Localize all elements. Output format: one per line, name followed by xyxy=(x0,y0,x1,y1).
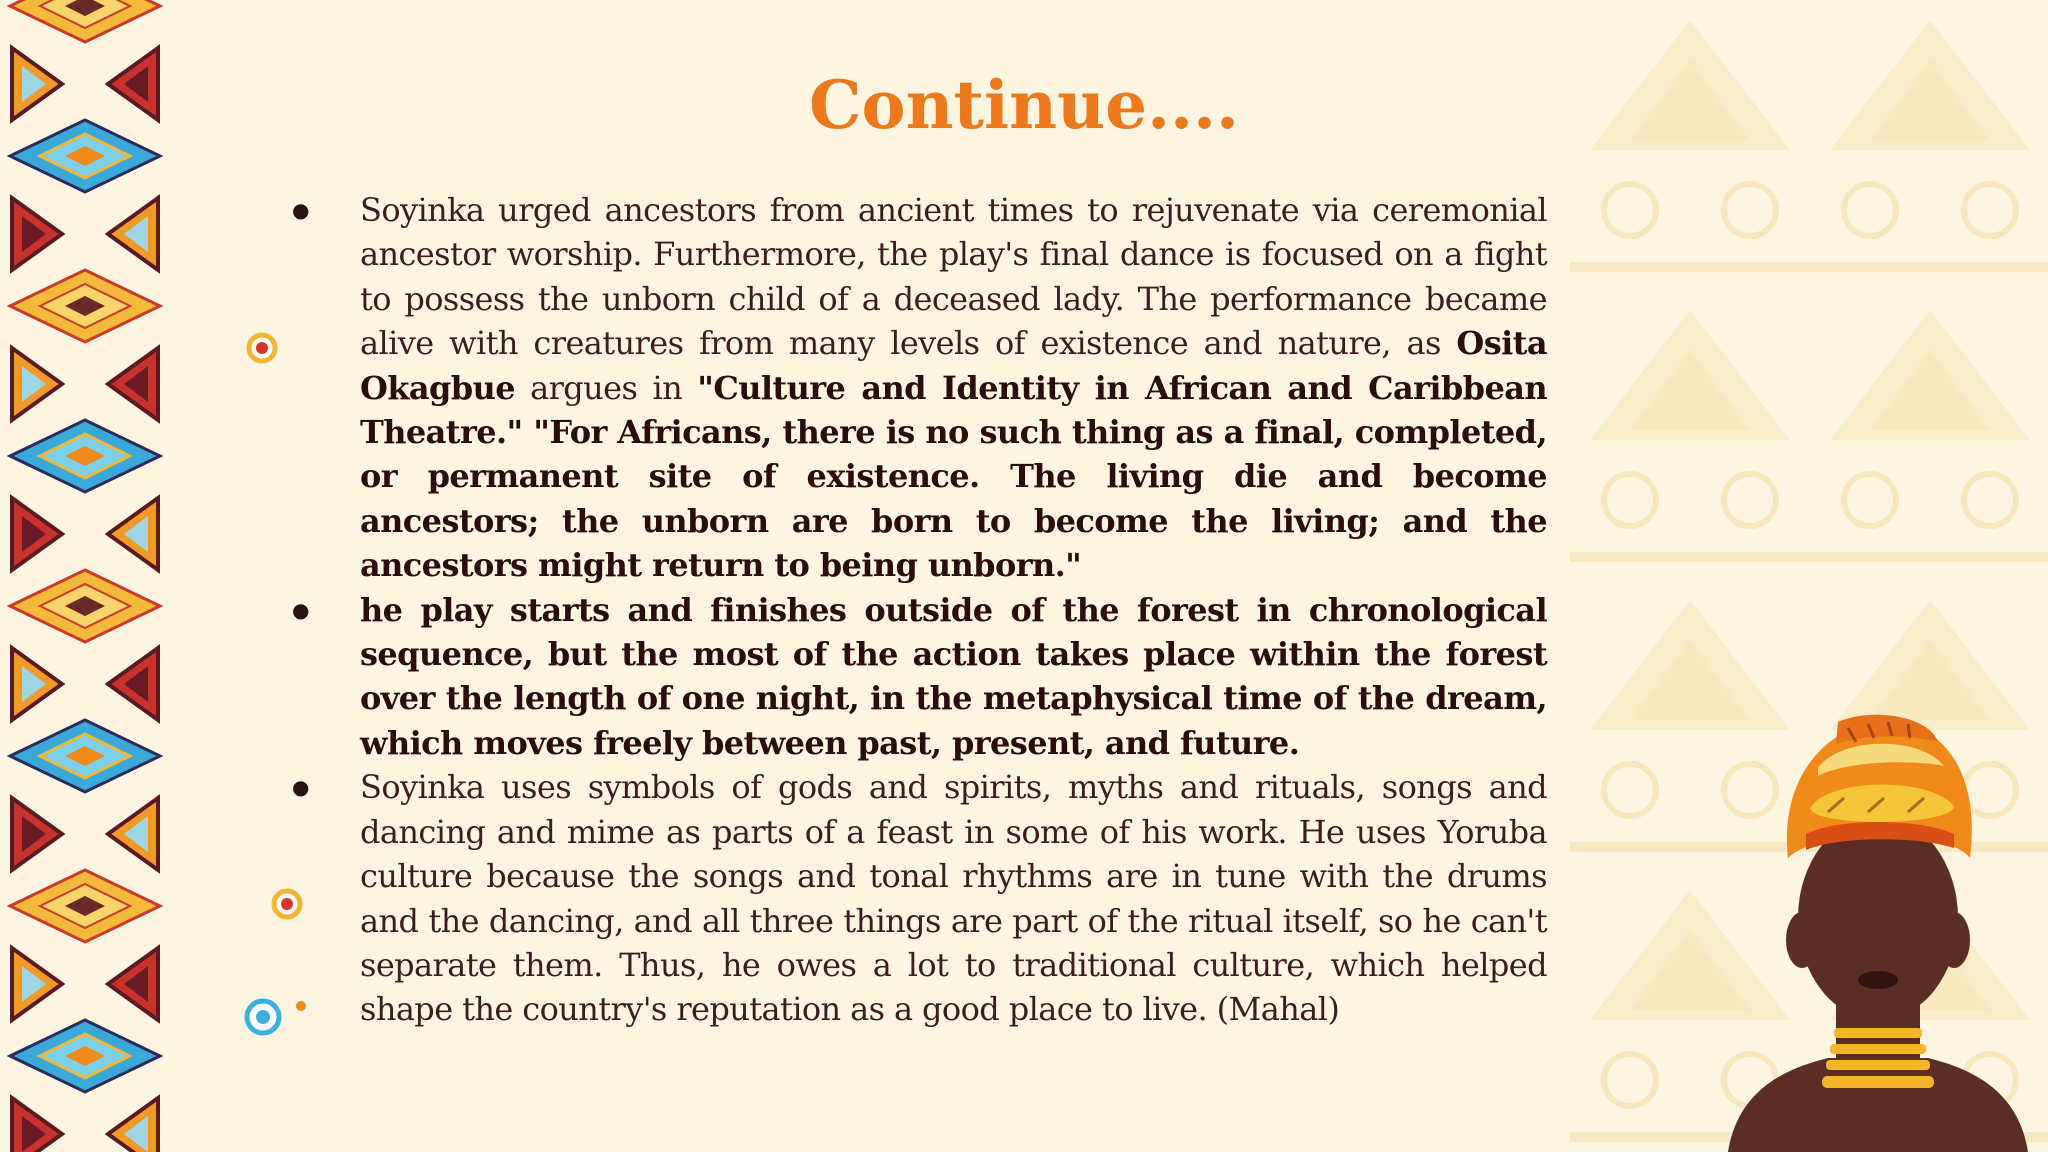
bullet-list xyxy=(290,188,1547,1032)
bullet-item xyxy=(290,188,1547,588)
bullet-text xyxy=(360,588,1547,766)
bullet-text xyxy=(360,188,1547,588)
circle-dot-decor xyxy=(246,332,278,364)
woman-headwrap-illustration xyxy=(1718,708,2038,1152)
quote-text: "Culture and Identity in African and Caribbean Theatre." "For Africans, there is no such thing as a final, completed, or permanent site of existence. The living die and become ancestors; the unborn are born to become the living; and the ancestors might return to being unborn." xyxy=(360,368,1547,585)
text-segment: Soyinka urged ancestors from ancient times to rejuvenate via ceremonial ancestor worship. Furthermore, the play's final dance is focused on a fight to possess the unborn child of a deceased lady. The performance became alive with creatures from many levels of existence and nature, as xyxy=(360,191,1547,363)
bullet-item xyxy=(290,588,1547,766)
bullet-dot: ● xyxy=(292,597,310,622)
bullet-dot: ● xyxy=(292,775,310,800)
circle-dot-decor xyxy=(243,997,283,1037)
text-segment: he play starts and finishes outside of the forest in chronological sequence, but the most of the action takes place within the forest over the length of one night, in the metaphysical time of the dream, which moves freely between past, present, and future. xyxy=(360,590,1547,762)
bullet-text xyxy=(360,765,1547,1031)
tribal-border-pattern xyxy=(0,0,170,1152)
text-segment: Soyinka uses symbols of gods and spirits, myths and rituals, songs and dancing and mime as parts of a feast in some of his work. He uses Yoruba culture because the songs and tonal rhythms are in tune with the drums and the dancing, and all three things are part of the ritual itself, so he can't separate them. Thus, he owes a lot to traditional culture, which helped shape the country's reputation as a good place to live. (Mahal) xyxy=(360,768,1547,1029)
slide-title: Continue.... xyxy=(809,66,1239,144)
author-name: Osita Okagbue xyxy=(360,324,1547,407)
bullet-dot: ● xyxy=(292,198,310,222)
bullet-item xyxy=(290,765,1547,1031)
text-segment: argues in xyxy=(514,368,698,407)
